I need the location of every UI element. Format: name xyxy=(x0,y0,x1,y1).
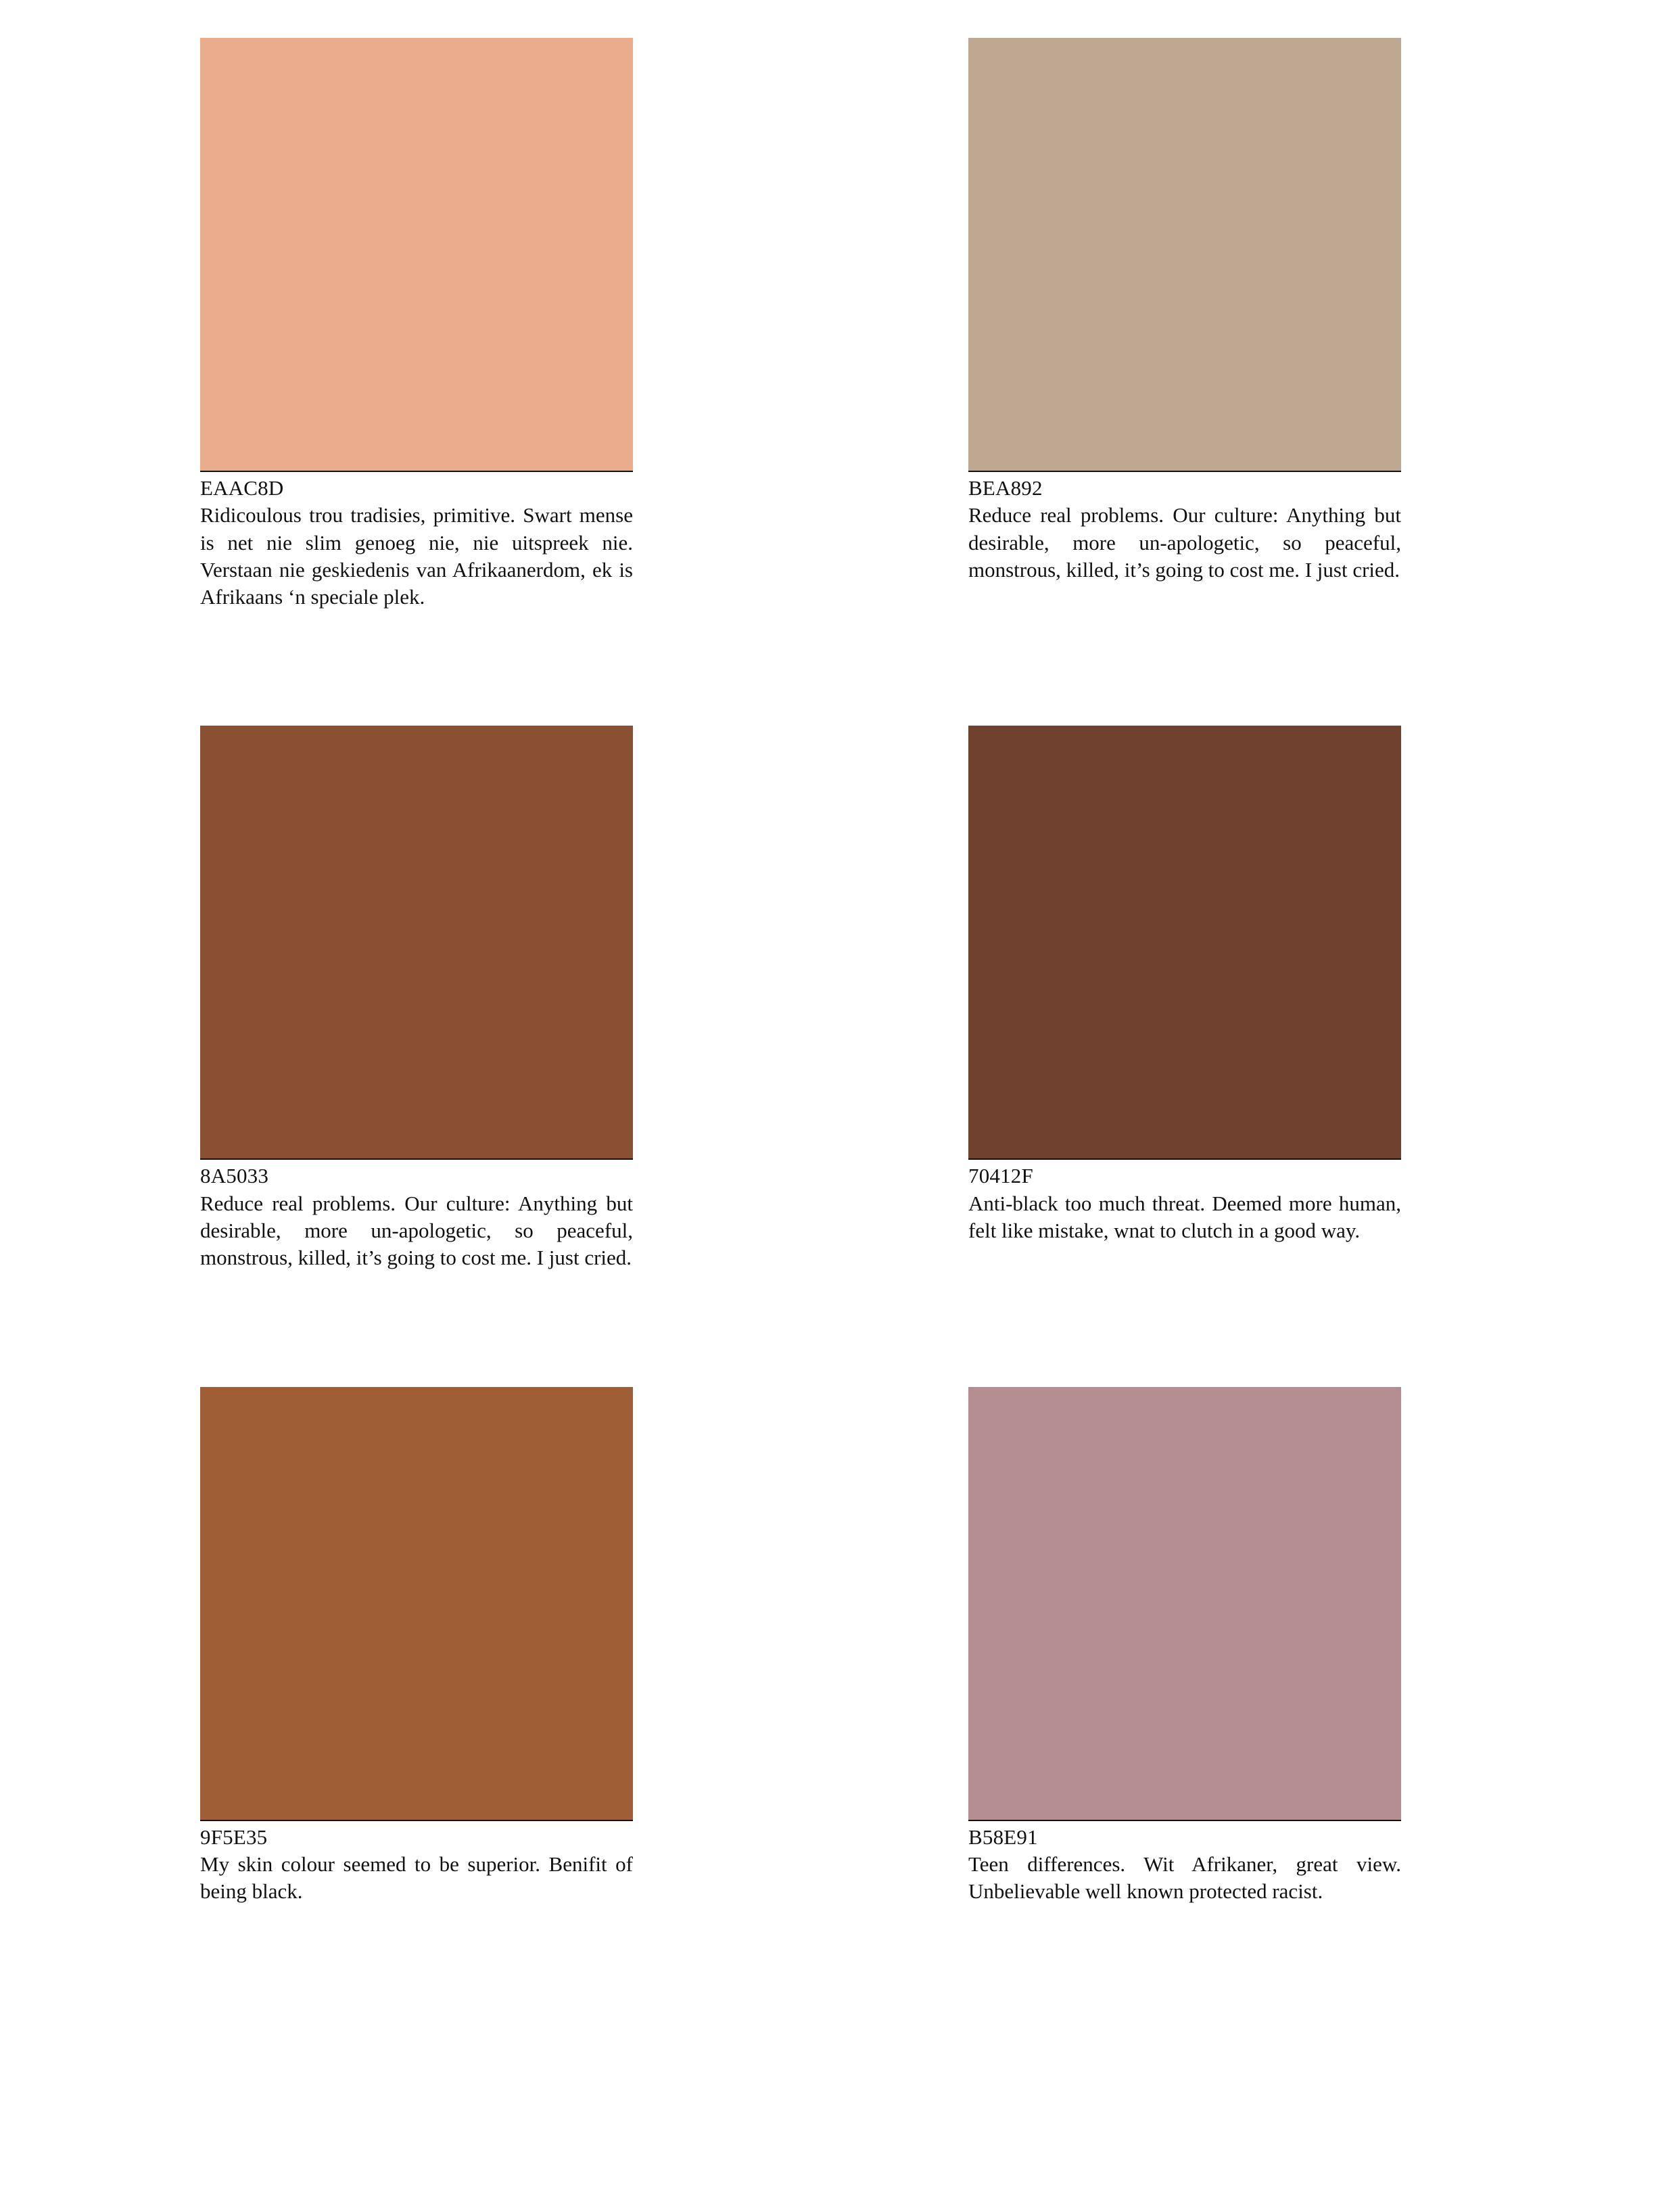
swatch-card xyxy=(200,38,633,611)
swatch-card xyxy=(200,726,633,1271)
swatch-card xyxy=(968,38,1401,611)
caption-text: Ridicoulous trou tradisies, primitive. Swart mense is net nie slim genoeg nie, nie uitspreek nie. Verstaan nie geskiedenis van Afrikaanerdom, ek is Afrikaans ‘n speciale plek. xyxy=(200,503,633,609)
hex-label: 70412F xyxy=(968,1164,1033,1188)
colour-swatch-8a5033 xyxy=(200,726,633,1158)
hex-label: EAAC8D xyxy=(200,476,284,500)
swatch-card xyxy=(200,1387,633,1906)
hex-label: 9F5E35 xyxy=(200,1825,268,1849)
colour-swatch-9f5e35 xyxy=(200,1387,633,1820)
swatch-caption xyxy=(968,1820,1401,1906)
hex-label: B58E91 xyxy=(968,1825,1038,1849)
colour-swatch-b58e91 xyxy=(968,1387,1401,1820)
swatch-caption xyxy=(968,471,1401,584)
hex-label: BEA892 xyxy=(968,476,1043,500)
caption-text: Anti-black too much threat. Deemed more human, felt like mistake, wnat to clutch in a good way. xyxy=(968,1191,1401,1243)
swatch-caption xyxy=(200,471,633,611)
colour-swatch-70412f xyxy=(968,726,1401,1158)
swatch-caption xyxy=(968,1158,1401,1244)
caption-text: Reduce real problems. Our culture: Anything but desirable, more un-apologetic, so peaceful, monstrous, killed, it’s going to cost me. I just cried. xyxy=(200,1191,633,1270)
caption-text: My skin colour seemed to be superior. Benifit of being black. xyxy=(200,1852,633,1904)
swatch-caption xyxy=(200,1158,633,1271)
caption-text: Reduce real problems. Our culture: Anything but desirable, more un-apologetic, so peaceful, monstrous, killed, it’s going to cost me. I just cried. xyxy=(968,503,1401,582)
swatch-card xyxy=(968,1387,1401,1906)
swatch-grid xyxy=(200,38,1401,1906)
caption-text: Teen differences. Wit Afrikaner, great view. Unbelievable well known protected racist. xyxy=(968,1852,1401,1904)
colour-swatch-eaac8d xyxy=(200,38,633,471)
hex-label: 8A5033 xyxy=(200,1164,269,1188)
colour-swatch-bea892 xyxy=(968,38,1401,471)
swatch-card xyxy=(968,726,1401,1271)
swatch-caption xyxy=(200,1820,633,1906)
